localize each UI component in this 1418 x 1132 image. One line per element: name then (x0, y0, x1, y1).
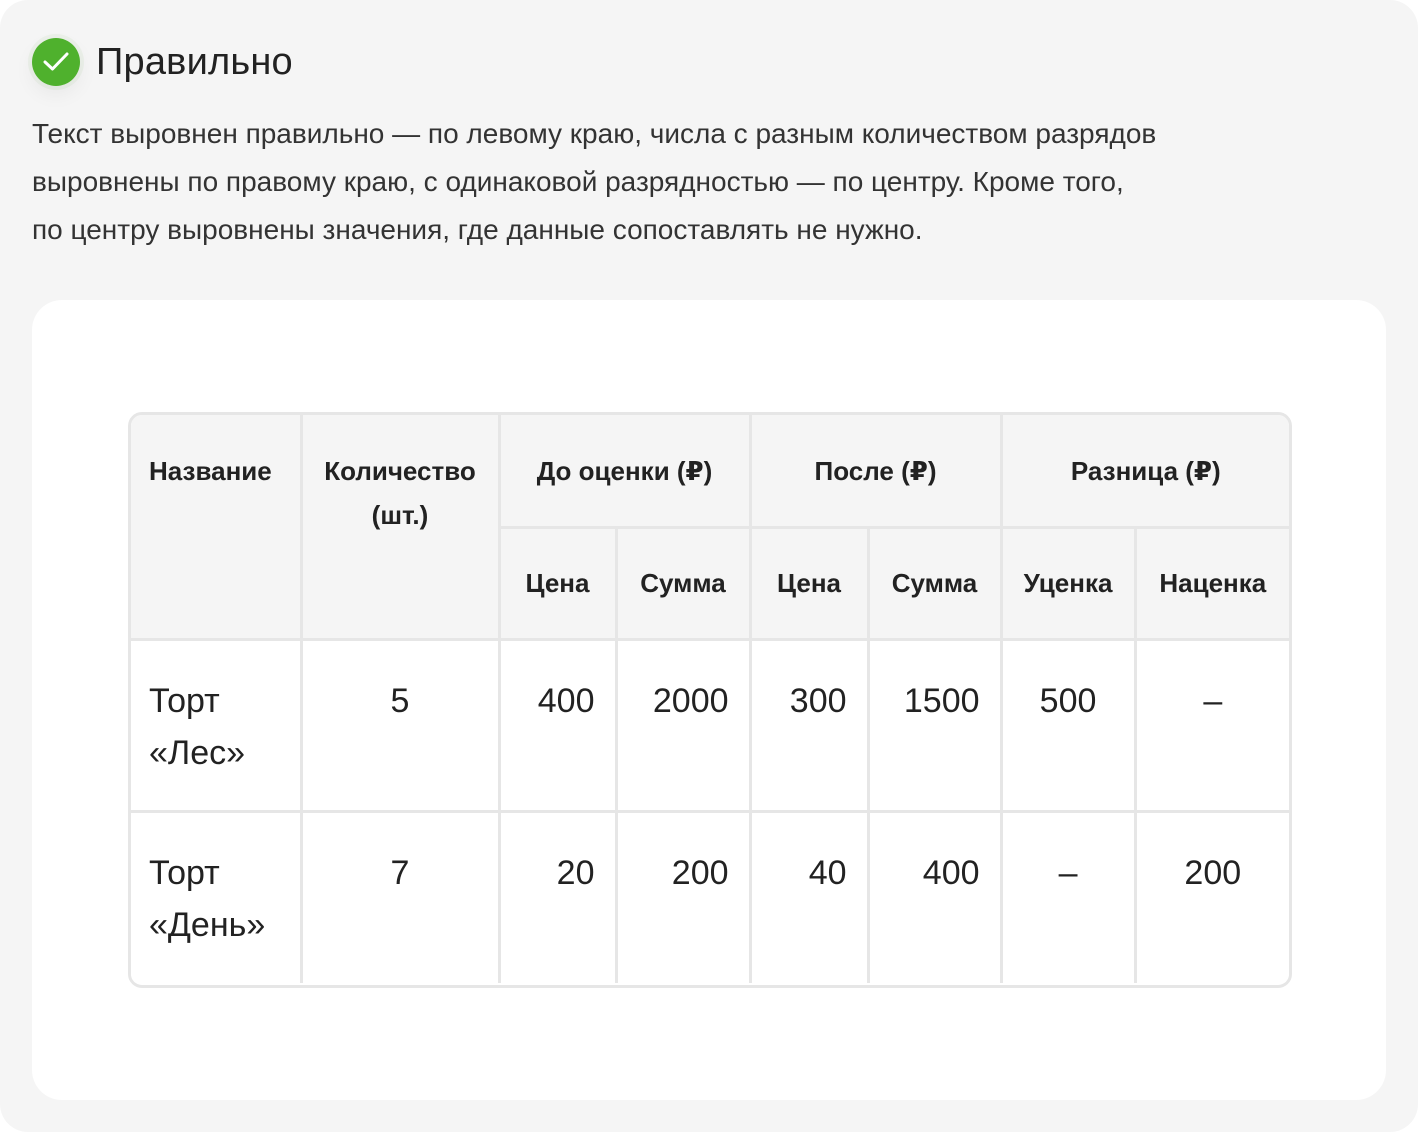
header-after-price: Цена (750, 527, 868, 639)
cell-after-sum: 1500 (868, 639, 1001, 811)
check-circle-icon (32, 38, 80, 86)
table-container (128, 412, 1292, 988)
cell-after-price: 300 (750, 639, 868, 811)
cell-markup: 200 (1135, 811, 1289, 983)
heading (32, 38, 293, 86)
cell-before-price: 20 (499, 811, 616, 983)
cell-name (131, 639, 301, 811)
table-panel (32, 300, 1386, 1100)
header-markdown: Уценка (1001, 527, 1135, 639)
checkmark-icon (43, 52, 69, 72)
header-after-sum: Сумма (868, 527, 1001, 639)
cell-name-line: «День» (149, 905, 266, 944)
table-row (131, 639, 1289, 811)
heading-title: Правильно (96, 40, 293, 83)
header-markup: Наценка (1135, 527, 1289, 639)
cell-name-line: «Лес» (149, 733, 246, 772)
cell-quantity: 5 (301, 639, 499, 811)
description-line: по центру выровнены значения, где данные сопоставлять не нужно. (32, 214, 923, 245)
cell-after-sum: 400 (868, 811, 1001, 983)
cell-markdown: – (1001, 811, 1135, 983)
header-after: После (₽) (750, 415, 1001, 527)
header-name: Название (131, 415, 301, 639)
description (32, 110, 1362, 254)
cell-name-line: Торт (149, 681, 220, 720)
header-quantity: Количество (шт.) (301, 415, 499, 639)
cell-markup: – (1135, 639, 1289, 811)
cell-markdown: 500 (1001, 639, 1135, 811)
table-row (131, 811, 1289, 983)
cell-quantity: 7 (301, 811, 499, 983)
cell-before-sum: 2000 (616, 639, 750, 811)
cell-before-price: 400 (499, 639, 616, 811)
header-before: До оценки (₽) (499, 415, 750, 527)
header-diff: Разница (₽) (1001, 415, 1289, 527)
header-before-price: Цена (499, 527, 616, 639)
price-table (131, 415, 1289, 983)
description-line: Текст выровнен правильно — по левому краю, числа с разным количеством разрядов (32, 118, 1157, 149)
cell-name-line: Торт (149, 853, 220, 892)
description-line: выровнены по правому краю, с одинаковой разрядностью — по центру. Кроме того, (32, 166, 1124, 197)
header-before-sum: Сумма (616, 527, 750, 639)
cell-after-price: 40 (750, 811, 868, 983)
cell-name (131, 811, 301, 983)
cell-before-sum: 200 (616, 811, 750, 983)
